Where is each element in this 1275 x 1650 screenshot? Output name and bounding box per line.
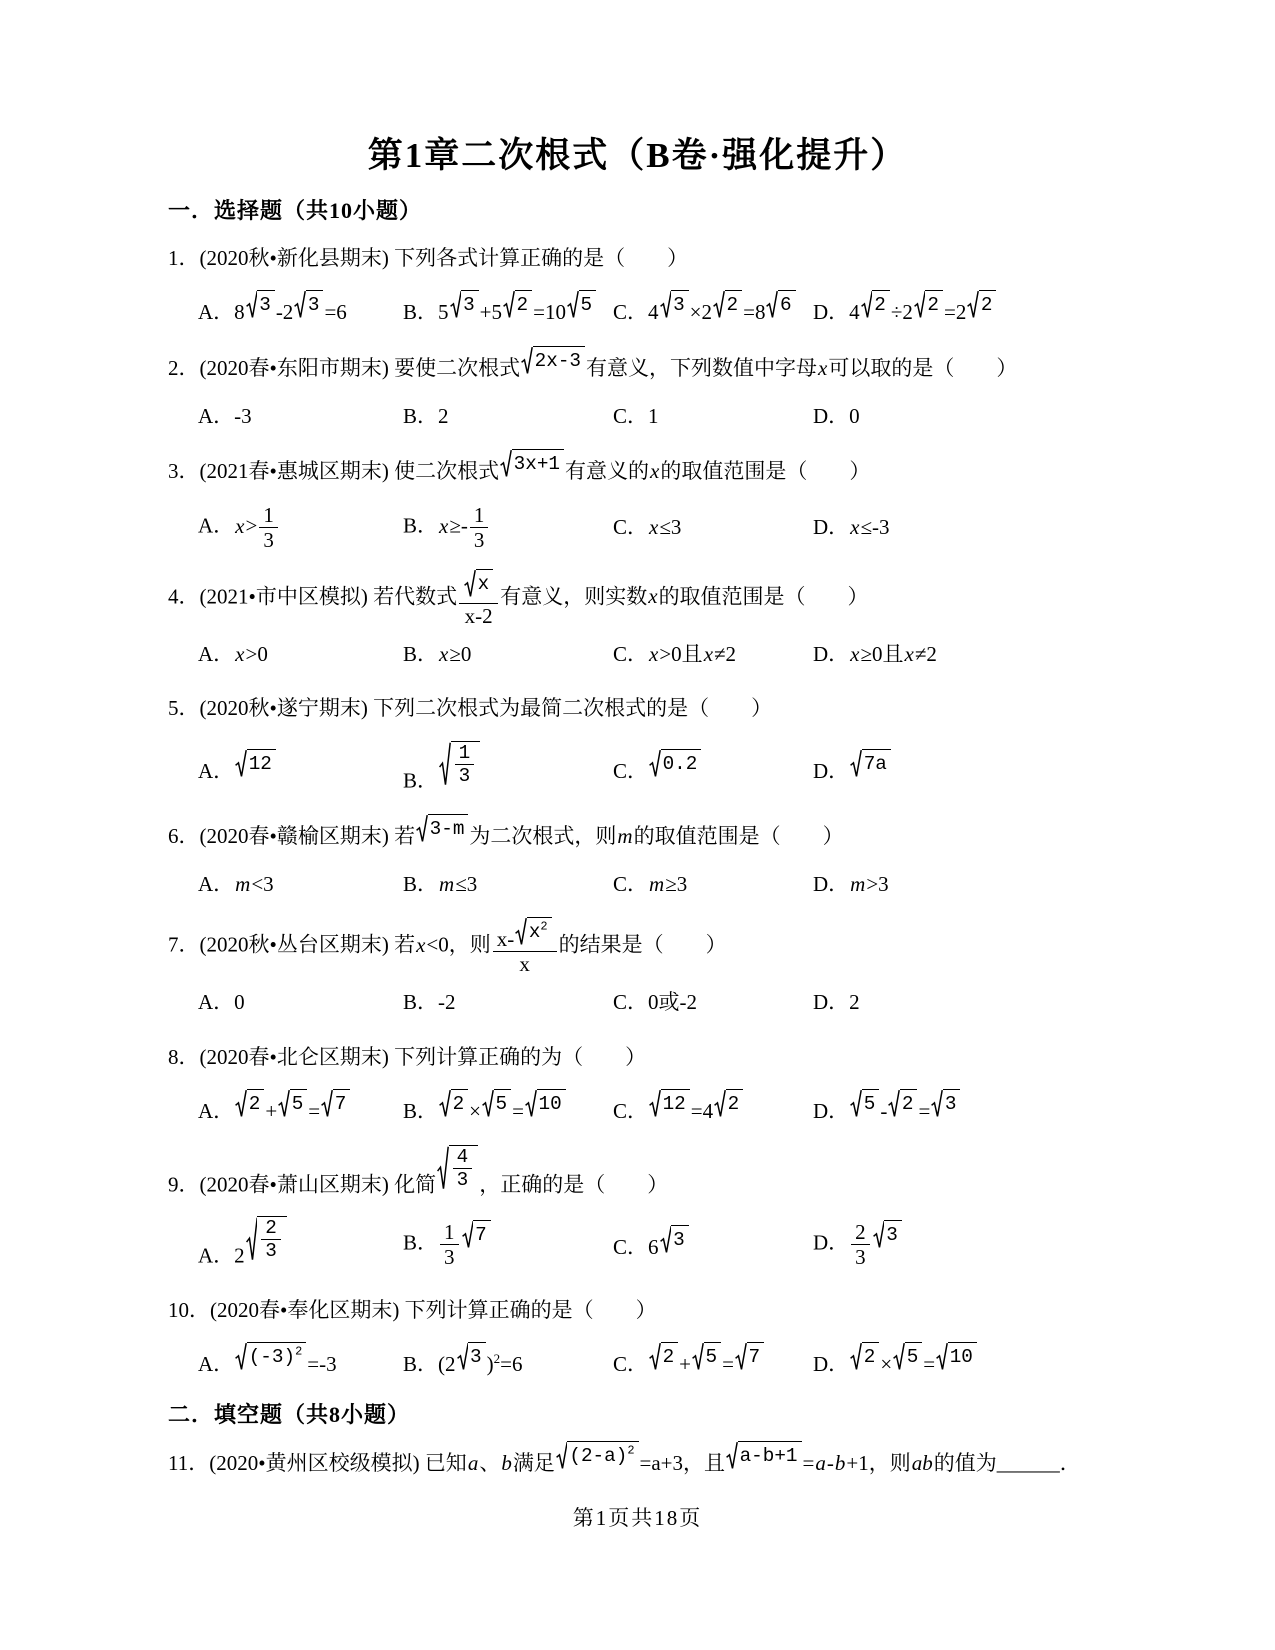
radical-sign-icon xyxy=(521,346,533,375)
option: A． 2 + 5 = 7 xyxy=(198,1089,403,1129)
option: A．0 xyxy=(198,990,245,1015)
option: B．(2 3 )$^2$=6 xyxy=(403,1342,613,1382)
radical-sign-icon xyxy=(692,1342,704,1371)
radical-sign-icon xyxy=(567,290,579,319)
option: B． $\frac{1}{3}$ xyxy=(403,741,613,798)
option: C．4 3 ×2 2 =8 6 xyxy=(613,290,813,330)
radical: 2 xyxy=(439,1089,468,1118)
options-row xyxy=(168,1342,1107,1382)
radical-sign-icon xyxy=(503,290,515,319)
radical-sign-icon xyxy=(235,1089,247,1118)
radical: 2 xyxy=(914,290,943,319)
radical: 0.2 xyxy=(649,749,701,778)
radical: 5 xyxy=(567,290,596,319)
question-stem: 3．(2021春•惠城区期末) 使二次根式 3x+1 有意义的x的取值范围是（ ） xyxy=(168,449,1107,493)
fraction: $\frac{2}{3}$ xyxy=(261,1217,281,1262)
fraction: $\frac{1}{3}$ xyxy=(470,503,489,552)
radical: 2 xyxy=(888,1089,917,1118)
radical: 12 xyxy=(235,749,276,778)
question-stem: 9．(2020春•萧山区期末) 化简 $\frac{4}{3}$ ，正确的是（ ） xyxy=(168,1145,669,1197)
question xyxy=(168,237,1107,330)
section-heading: 一．选择题（共10小题） xyxy=(168,198,423,223)
radical: 3 xyxy=(457,1342,486,1371)
question-stem: 1．(2020秋•新化县期末) 下列各式计算正确的是（ ） xyxy=(168,246,689,270)
radical-sign-icon xyxy=(235,749,247,778)
question xyxy=(168,1145,1107,1273)
radical: 5 xyxy=(850,1089,879,1118)
options-row xyxy=(168,741,1107,798)
radical-sign-icon xyxy=(914,290,926,319)
option: A．x>0 xyxy=(198,641,268,666)
question xyxy=(168,1441,1107,1485)
radical-sign-icon xyxy=(649,749,661,778)
option: D．x≥0且x≠2 xyxy=(813,641,937,666)
radical: 2x-3 xyxy=(521,346,585,375)
options-row xyxy=(168,1089,1107,1129)
radical-sign-icon xyxy=(735,1342,747,1371)
radical xyxy=(439,741,480,787)
option: B．x≥0 xyxy=(403,641,472,666)
radical: $x^2$ xyxy=(515,917,551,946)
radical: 3 xyxy=(660,1225,689,1254)
fraction: $\frac{4}{3}$ xyxy=(453,1146,473,1191)
question-stem: 5．(2020秋•遂宁期末) 下列二次根式为最简二次根式的是（ ） xyxy=(168,696,773,721)
radical: x xyxy=(464,569,493,598)
radical-sign-icon xyxy=(416,814,428,843)
radical-sign-icon xyxy=(235,1342,247,1371)
radical-sign-icon xyxy=(713,290,725,319)
options-row xyxy=(168,1216,1107,1273)
radical: 12 xyxy=(649,1089,690,1118)
option: D． 7a xyxy=(813,749,1107,789)
radical-sign-icon xyxy=(893,1342,905,1371)
radical-sign-icon xyxy=(936,1342,948,1371)
radical-sign-icon xyxy=(649,1089,661,1118)
radical: 3 xyxy=(660,290,689,319)
radical-sign-icon xyxy=(649,1342,661,1371)
radical-sign-icon xyxy=(766,290,778,319)
radical: 3 xyxy=(246,290,275,319)
page-title: 第1章二次根式（B卷·强化提升） xyxy=(367,136,908,175)
radical: 3-m xyxy=(416,814,468,843)
question-stem: 2．(2020春•东阳市期末) 要使二次根式 2x-3 有意义，下列数值中字母x可以取的是（ ） xyxy=(168,346,1107,390)
option: A． 12 xyxy=(198,749,403,789)
radical: 3 xyxy=(450,290,479,319)
radical-sign-icon xyxy=(525,1089,537,1118)
question xyxy=(168,449,1107,552)
radical: 2 xyxy=(861,290,890,319)
radical: 2 xyxy=(503,290,532,319)
option: C．0或-2 xyxy=(613,990,697,1015)
option: B．m≤3 xyxy=(403,871,478,896)
radical-sign-icon xyxy=(500,449,512,478)
option: C． 2 + 5 = 7 xyxy=(613,1342,813,1382)
radical: $(-3)^2$ xyxy=(235,1342,306,1371)
question xyxy=(168,1036,1107,1129)
radical-sign-icon xyxy=(873,1220,885,1249)
radical-sign-icon xyxy=(294,290,306,319)
option: B． 2 × 5 = 10 xyxy=(403,1089,613,1129)
radical: 3 xyxy=(873,1220,902,1249)
radical-sign-icon xyxy=(850,1089,862,1118)
option: C． 12 =4 2 xyxy=(613,1089,813,1129)
option: D． 2 × 5 = 10 xyxy=(813,1342,1107,1382)
fraction: $\frac{1}{3}$ xyxy=(259,503,278,552)
option: A．8 3 -2 3 =6 xyxy=(198,290,403,330)
radical-sign-icon xyxy=(515,917,527,946)
question-stem: 8．(2020春•北仑区期末) 下列计算正确的为（ ） xyxy=(168,1045,647,1070)
radical: 2 xyxy=(850,1342,879,1371)
option: C．6 3 xyxy=(613,1225,813,1265)
option: B．2 xyxy=(403,403,449,428)
radical-sign-icon xyxy=(462,1220,474,1249)
radical-sign-icon xyxy=(726,1441,738,1470)
options-row xyxy=(168,868,1107,902)
option: D．2 xyxy=(813,990,860,1015)
options-row xyxy=(168,638,1107,672)
option: B．-2 xyxy=(403,990,456,1015)
radical: 3 xyxy=(931,1089,960,1118)
page-footer: 第1页共18页 xyxy=(572,1506,703,1530)
radical: 2 xyxy=(967,290,996,319)
question xyxy=(168,569,1107,672)
radical: 5 xyxy=(692,1342,721,1371)
radical xyxy=(246,1216,287,1262)
option: A．m<3 xyxy=(198,871,274,896)
radical: $(2-a)^2$ xyxy=(556,1441,639,1470)
radical-sign-icon xyxy=(931,1089,943,1118)
radical-sign-icon xyxy=(660,1225,672,1254)
radical: 10 xyxy=(936,1342,977,1371)
document-body xyxy=(168,194,1107,1485)
option: D．4 2 ÷2 2 =2 2 xyxy=(813,290,1107,330)
fraction: $\frac{1}{3}$ xyxy=(455,742,475,787)
radical-sign-icon xyxy=(437,1145,449,1191)
radical-sign-icon xyxy=(439,741,451,787)
radical: 7 xyxy=(321,1089,350,1118)
radical-sign-icon xyxy=(321,1089,333,1118)
option: A．x> $\frac{1}{3}$ xyxy=(198,503,403,552)
option: B．x≥- $\frac{1}{3}$ xyxy=(403,503,613,552)
radical-sign-icon xyxy=(278,1089,290,1118)
option: D．0 xyxy=(813,403,860,428)
radical-sign-icon xyxy=(246,290,258,319)
options-row xyxy=(168,400,1107,434)
question-stem: 11．(2020•黄州区校级模拟) 已知a、b满足 $(2-a)^2$ =a+3，且 a-b+1 =a-b+1，则ab的值为______． xyxy=(168,1441,1107,1485)
question xyxy=(168,687,1107,797)
radical-sign-icon xyxy=(888,1089,900,1118)
question-stem: 7．(2020秋•丛台区期末) 若x<0，则 x- $x^2$ x 的结果是（ ） xyxy=(168,917,1107,976)
radical: 2 xyxy=(235,1089,264,1118)
option: C． 0.2 xyxy=(613,749,813,789)
radical-sign-icon xyxy=(556,1441,568,1470)
radical: 10 xyxy=(525,1089,566,1118)
question xyxy=(168,917,1107,1020)
radical: 5 xyxy=(482,1089,511,1118)
radical: 3x+1 xyxy=(500,449,564,478)
radical: 3 xyxy=(294,290,323,319)
radical-sign-icon xyxy=(850,1342,862,1371)
question-stem: 6．(2020春•赣榆区期末) 若 3-m 为二次根式，则m的取值范围是（ ） xyxy=(168,814,1107,858)
question xyxy=(168,346,1107,434)
radical: a-b+1 xyxy=(726,1441,802,1470)
option: C．m≥3 xyxy=(613,871,688,896)
option: D．m>3 xyxy=(813,871,889,896)
fraction: $\frac{1}{3}$ xyxy=(440,1220,459,1269)
radical: 7 xyxy=(735,1342,764,1371)
radical-sign-icon xyxy=(861,290,873,319)
radical-sign-icon xyxy=(850,749,862,778)
radical-sign-icon xyxy=(439,1089,451,1118)
option: B．5 3 +5 2 =10 5 xyxy=(403,290,613,330)
question xyxy=(168,814,1107,902)
fraction: $\frac{2}{3}$ xyxy=(851,1220,870,1269)
radical xyxy=(437,1145,478,1191)
option: A． $(-3)^2$ =-3 xyxy=(198,1342,403,1382)
radical: 7 xyxy=(462,1220,491,1249)
radical-sign-icon xyxy=(457,1342,469,1371)
radical: 7a xyxy=(850,749,891,778)
radical: 2 xyxy=(649,1342,678,1371)
option: D．x≤-3 xyxy=(813,515,890,540)
radical-sign-icon xyxy=(464,569,476,598)
radical: 2 xyxy=(713,290,742,319)
options-row xyxy=(168,290,1107,330)
question-stem: 10．(2020春•奉化区期末) 下列计算正确的是（ ） xyxy=(168,1298,657,1323)
option: A．-3 xyxy=(198,403,252,428)
radical-sign-icon xyxy=(967,290,979,319)
option: C．x>0且x≠2 xyxy=(613,641,737,666)
radical-sign-icon xyxy=(450,290,462,319)
radical-sign-icon xyxy=(482,1089,494,1118)
option: A．2 $\frac{2}{3}$ xyxy=(198,1216,403,1273)
question xyxy=(168,1289,1107,1382)
option: B． $\frac{1}{3}$ 7 xyxy=(403,1220,613,1269)
radical: 5 xyxy=(893,1342,922,1371)
fraction: x- $x^2$ x xyxy=(493,917,557,976)
radical: 6 xyxy=(766,290,795,319)
radical-sign-icon xyxy=(660,290,672,319)
option: C．x≤3 xyxy=(613,515,682,540)
radical: 2 xyxy=(714,1089,743,1118)
fraction: $\frac{x}{x-2}$ xyxy=(459,569,498,628)
options-row xyxy=(168,986,1107,1020)
radical: 5 xyxy=(278,1089,307,1118)
radical-sign-icon xyxy=(714,1089,726,1118)
option: C．1 xyxy=(613,403,659,428)
option: D． 5 - 2 = 3 xyxy=(813,1089,1107,1129)
question-stem: 4．(2021•市中区模拟) 若代数式 $\frac{x}{x-2}$ 有意义，则实数x的取值范围是（ ） xyxy=(168,569,1107,628)
option: D． $\frac{2}{3}$ 3 xyxy=(813,1220,1107,1269)
radical-sign-icon xyxy=(246,1216,258,1262)
section-heading: 二．填空题（共8小题） xyxy=(168,1401,411,1427)
options-row xyxy=(168,503,1107,552)
